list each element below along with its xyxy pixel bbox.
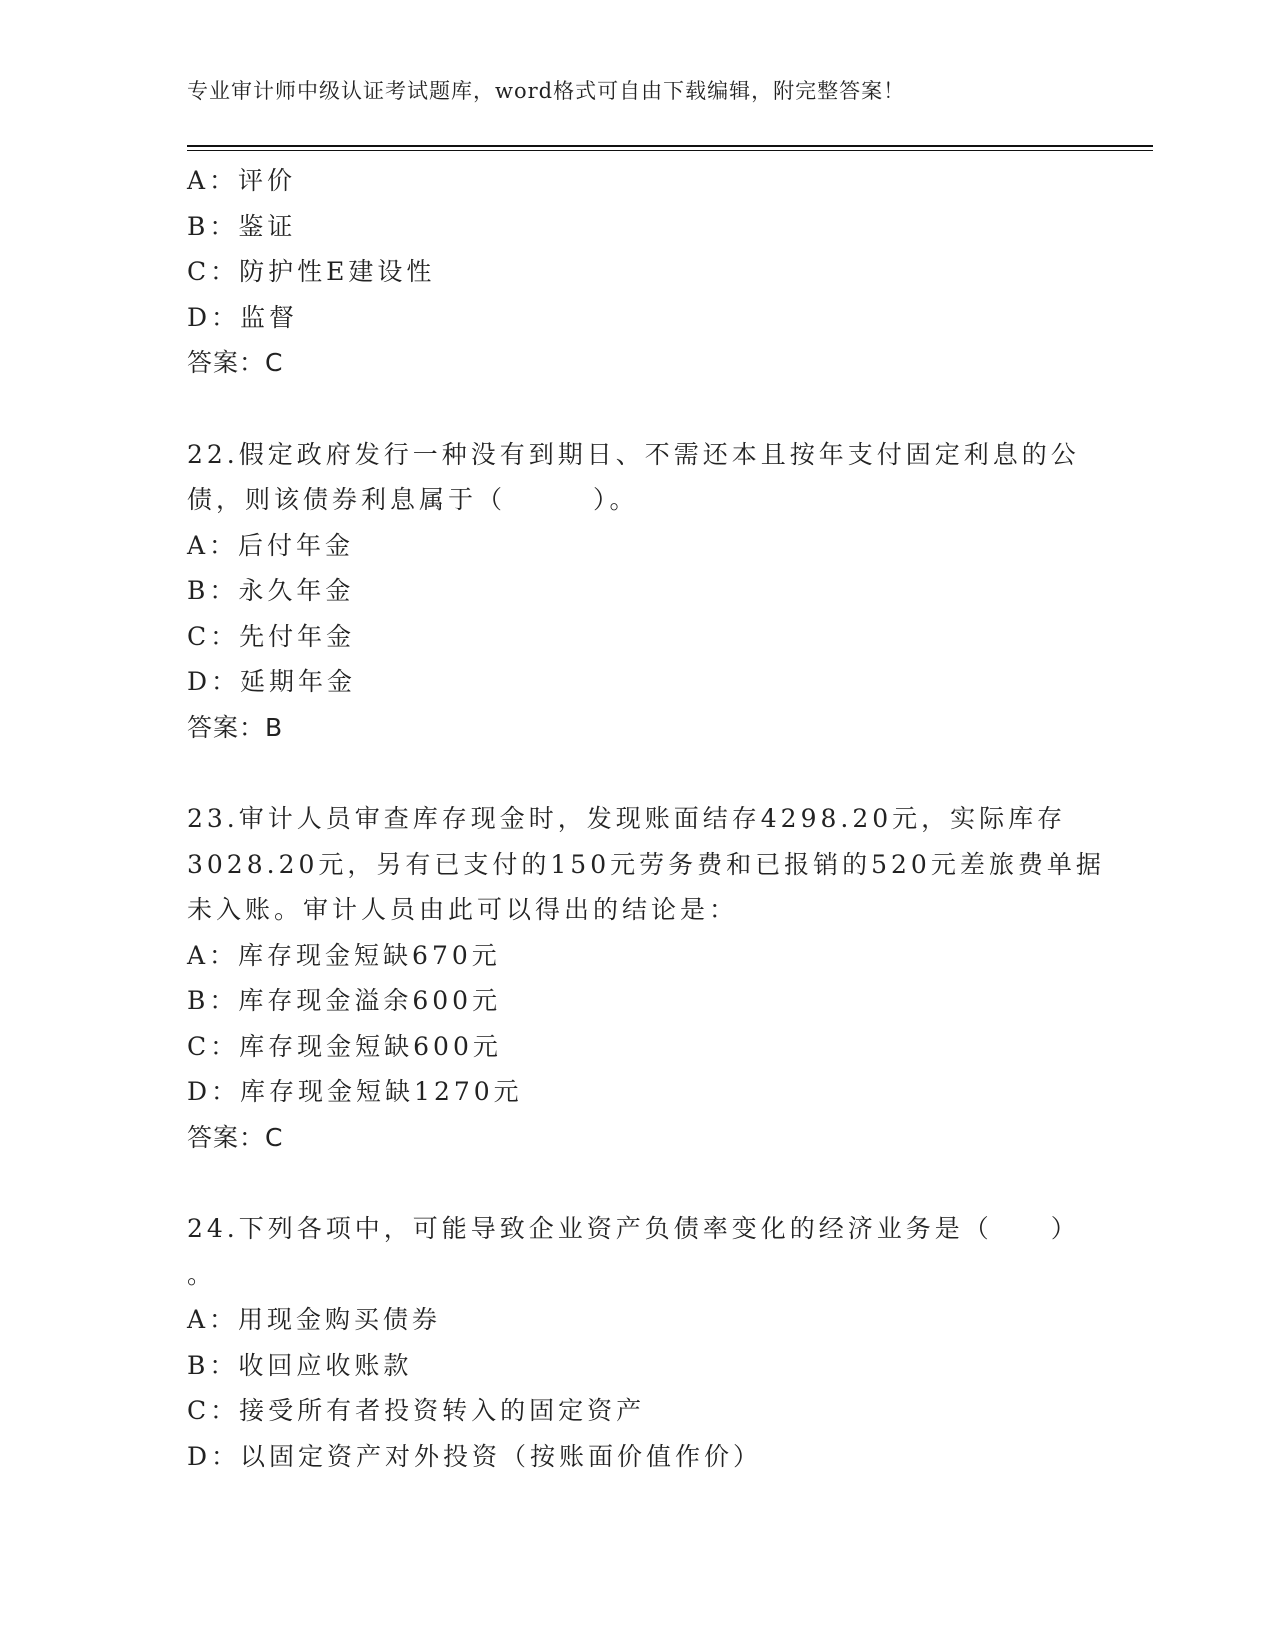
option-a: A：后付年金 [187, 530, 355, 560]
option-b: B：收回应收账款 [187, 1350, 413, 1380]
question-stem-line: 。 [187, 1259, 217, 1289]
option-a: A：用现金购买债券 [187, 1305, 442, 1334]
answer: 答案：B [187, 712, 284, 742]
option-b: B：库存现金溢余600元 [187, 986, 502, 1015]
question-22 [187, 432, 1087, 751]
page-header: 专业审计师中级认证考试题库，word格式可自由下载编辑，附完整答案！ [187, 79, 906, 103]
question-23 [187, 796, 1105, 1160]
question-21 [187, 158, 1087, 386]
question-stem-line: 债，则该债券利息属于（ ）。 [187, 485, 639, 514]
question-stem-line: 23.审计人员审查库存现金时，发现账面结存4298.20元，实际库存 [187, 804, 1067, 833]
question-stem-line: 未入账。审计人员由此可以得出的结论是： [187, 895, 739, 924]
option-d: D：延期年金 [187, 667, 357, 696]
spacer [187, 1160, 1087, 1206]
option-c: C：先付年金 [187, 621, 356, 651]
option-b: B：鉴证 [187, 211, 297, 241]
option-c: C：防护性E建设性 [187, 257, 436, 286]
option-a: A：库存现金短缺670元 [187, 940, 501, 970]
option-d: D：库存现金短缺1270元 [187, 1077, 523, 1106]
question-24 [187, 1206, 1087, 1479]
question-stem-line: 3028.20元，另有已支付的150元劳务费和已报销的520元差旅费单据 [187, 849, 1105, 879]
answer: 答案：C [187, 348, 284, 377]
option-d: D：以固定资产对外投资（按账面价值作价） [187, 1441, 763, 1471]
option-c: C：接受所有者投资转入的固定资产 [187, 1396, 646, 1425]
question-stem-line: 24.下列各项中，可能导致企业资产负债率变化的经济业务是（ ） [187, 1214, 1080, 1243]
question-list [187, 158, 1105, 1479]
option-b: B：永久年金 [187, 576, 355, 605]
spacer [187, 386, 1087, 432]
spacer [187, 750, 1087, 796]
question-stem-line: 22.假定政府发行一种没有到期日、不需还本且按年支付固定利息的公 [187, 439, 1080, 469]
option-d: D：监督 [187, 302, 299, 332]
option-c: C：库存现金短缺600元 [187, 1031, 502, 1061]
option-a: A：评价 [187, 166, 297, 195]
header-divider [187, 145, 1153, 151]
answer: 答案：C [187, 1122, 284, 1152]
